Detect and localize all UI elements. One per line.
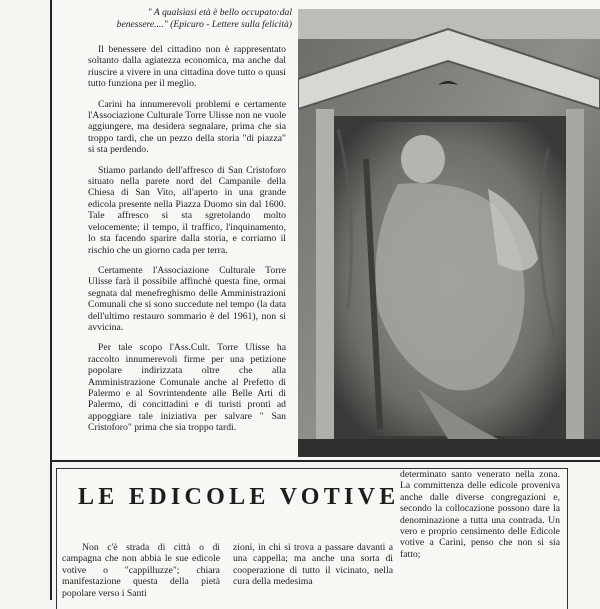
body-paragraph: Stiamo parlando dell'affresco di San Cristoforo situato nella parete nord del Campanile della Chiesa di San Vito, all'aperto in una grande edicola presente nella Piazza Duomo sin dal 1600. Tale affresco si sta sgretolando molto velocemente; il tempo, il traffico, l'inquinamento, lo sta facendo sparire dalla storia, e corriamo il rischio che un giorno cada per terra.: [88, 164, 286, 256]
section-title: LE EDICOLE VOTIVE: [78, 484, 400, 510]
section-paragraph: determinato santo venerato nella zona. La committenza delle edicole proveniva anche dalle diverse congregazioni e, secondo la collocazione possono dare la denominazione a tutta una contrada. Un vero e proprio censimento delle Edicole votive a Carini, penso che non si sia fatto;: [400, 469, 560, 560]
section-column-3: [400, 469, 560, 560]
section-column-1: [62, 542, 220, 599]
body-paragraph: Carini ha innumerevoli problemi e certamente l'Associazione Culturale Torre Ulisse non ne vuole aggiungere, ma desidera segnalare, prima che sia troppo tardi, che un pezzo della storia "di piazza" si sta perdendo.: [88, 98, 286, 156]
body-paragraph: Certamente l'Associazione Culturale Torre Ulisse farà il possibile affinchè questa fine, ormai segnata dal menefreghismo delle Amministrazioni Comunali che si sono succedute nel tempo (la data dell'ultimo restauro sommario è del 1961), non si avvicina.: [88, 264, 286, 333]
left-pilaster: [316, 109, 334, 449]
fresco-photo-art: [298, 9, 600, 457]
section-paragraph: Non c'è strada di città o di campagna che non abbia le sue edicole votive o "cappilluzze"; chiara manifestazione questa della pietà popolare verso i Santi: [62, 542, 220, 599]
body-paragraph: Per tale scopo l'Ass.Cult. Torre Ulisse ha raccolto innumerevoli firme per una petizione popolare indirizzata oltre che alla Amministrazione Comunale anche al Prefetto di Palermo e al Sovrintendente alle Belle Arti di Palermo, di concittadini e di turisti pronti ad appoggiare tale iniziativa per salvare " San Cristoforo" prima che sia troppo tardi.: [88, 342, 286, 434]
section-column-2: [233, 542, 393, 588]
section-paragraph: zioni, in chi si trova a passare davanti a una cappella; ma anche una sorta di cooperazione di tutto il vicinato, nella cura della medesima: [233, 542, 393, 588]
figure-head: [401, 135, 445, 183]
section-divider: [50, 460, 600, 462]
quote-line-2: benessere...." (Epicuro - Lettere sulla felicità): [116, 18, 292, 30]
fresco-photograph: [298, 9, 600, 457]
body-paragraph: Il benessere del cittadino non è rappresentato soltanto dalla agiatezza economica, ma anche dal riuscire a vivere in una cittadina dove tutto o quasi tutto funziona per il meglio.: [88, 44, 286, 90]
right-pilaster: [566, 109, 584, 449]
quote-line-1: " A qualsiasi età è bello occupato:dal: [147, 7, 292, 18]
photo-base: [298, 439, 600, 457]
article-body: [88, 44, 286, 443]
epigraph-quote: [92, 7, 292, 30]
left-margin-rule: [50, 0, 52, 600]
